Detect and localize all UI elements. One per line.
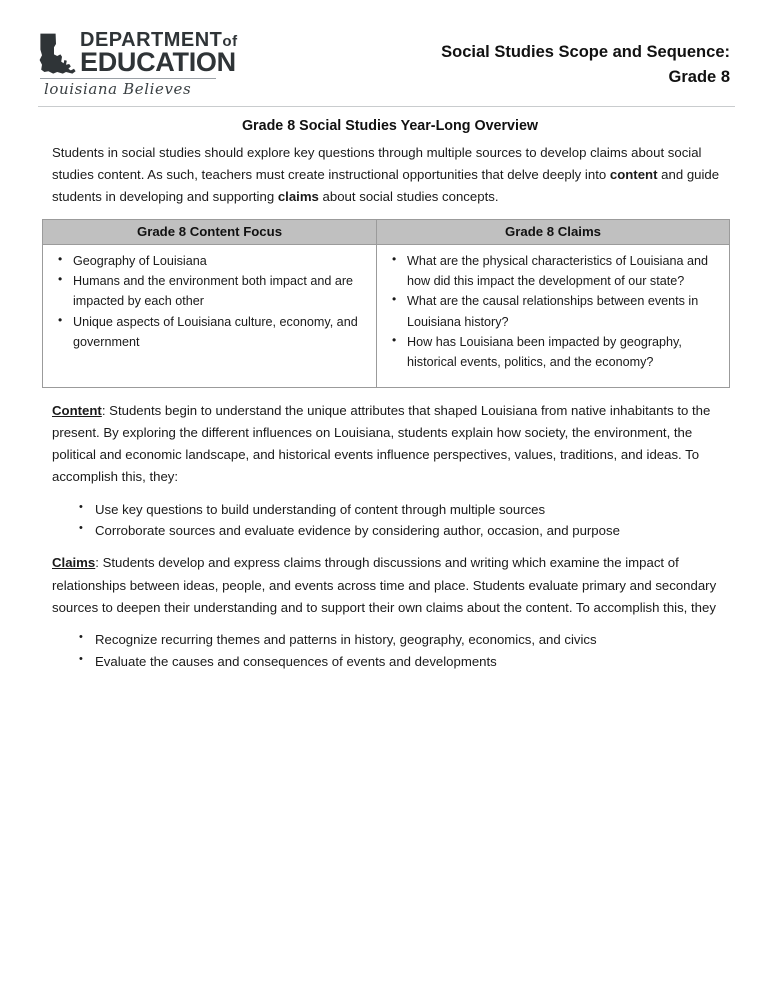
intro-text-part1: Students in social studies should explore key questions through multiple sources to develop claims about social studies content. As such, teachers must create instructional opportunities that delve deeply into bbox=[52, 145, 702, 183]
intro-text-part2: and guide students in developing and supporting bbox=[52, 167, 720, 205]
list-item: • Unique aspects of Louisiana culture, economy, and government bbox=[73, 312, 368, 353]
table-row bbox=[43, 244, 730, 387]
intro-paragraph bbox=[52, 142, 728, 209]
document-title bbox=[310, 40, 730, 90]
list-item: • Geography of Louisiana bbox=[73, 251, 368, 271]
table-header-row bbox=[43, 219, 730, 244]
claims-section-body: Students develop and express claims through discussions and writing which examine the impact of relationships between ideas, people, and events across time and place. Students evaluate primary and secondary sources to deepen their understanding and to support their own claims about the content. To accomplish this, they bbox=[52, 555, 717, 615]
logo-education-word: EDUCATION bbox=[80, 47, 236, 77]
content-section-body: Students begin to understand the unique attributes that shaped Louisiana from native inhabitants to the present. By exploring the different influences on Louisiana, students explain how society, the environment, the political and economic landscape, and historical events influence perspectives, values, traditions, and ideas. To accomplish this, they: bbox=[52, 402, 711, 485]
claims-section-label: Claims bbox=[52, 555, 96, 571]
overview-heading: Grade 8 Social Studies Year-Long Overview bbox=[241, 118, 539, 134]
content-section-bullets bbox=[52, 499, 728, 543]
document-body bbox=[52, 118, 728, 683]
logo-of-text: of bbox=[222, 33, 238, 50]
intro-bold-content: content bbox=[609, 167, 658, 183]
list-item: • Use key questions to build understanding of content through multiple sources bbox=[95, 499, 728, 521]
intro-bold-claims: claims bbox=[277, 189, 319, 205]
list-item: • Recognize recurring themes and patterns in history, geography, economics, and civics bbox=[95, 629, 728, 651]
louisiana-state-outline-icon bbox=[38, 32, 78, 76]
content-focus-claims-table bbox=[42, 219, 730, 388]
table-header-content-focus: Grade 8 Content Focus bbox=[43, 219, 377, 244]
list-item: • What are the physical characteristics of Louisiana and how did this impact the development of our state? bbox=[407, 251, 721, 292]
header-divider-rule bbox=[38, 106, 735, 107]
list-item: • What are the causal relationships between events in Louisiana history? bbox=[407, 291, 721, 332]
list-item: • Corroborate sources and evaluate evidence by considering author, occasion, and purpose bbox=[95, 520, 728, 542]
claims-list bbox=[385, 251, 721, 373]
document-title-line1: Social Studies Scope and Sequence: bbox=[441, 43, 730, 61]
louisiana-doe-logo bbox=[38, 30, 298, 102]
list-item: • How has Louisiana been impacted by geography, historical events, politics, and the economy? bbox=[407, 332, 721, 373]
intro-text-part3: about social studies concepts. bbox=[318, 189, 499, 205]
page-header bbox=[38, 30, 730, 102]
claims-section-paragraph bbox=[52, 552, 728, 619]
table-cell-claims bbox=[377, 244, 730, 387]
content-section-colon: : bbox=[101, 402, 106, 418]
logo-department-text: DEPARTMENT bbox=[80, 29, 223, 51]
table-cell-content-focus bbox=[43, 244, 377, 387]
logo-tagline: louisiana Believes bbox=[44, 80, 192, 98]
table-header-claims: Grade 8 Claims bbox=[377, 219, 730, 244]
claims-section-colon: : bbox=[95, 555, 99, 571]
list-item: • Evaluate the causes and consequences of events and developments bbox=[95, 651, 728, 673]
content-section-label: Content bbox=[52, 402, 102, 418]
document-title-line2: Grade 8 bbox=[668, 68, 730, 87]
content-focus-list bbox=[51, 251, 368, 353]
logo-divider-rule bbox=[40, 78, 216, 79]
claims-section-bullets bbox=[52, 629, 728, 673]
content-section-paragraph bbox=[52, 400, 728, 489]
list-item: • Humans and the environment both impact and are impacted by each other bbox=[73, 271, 368, 312]
